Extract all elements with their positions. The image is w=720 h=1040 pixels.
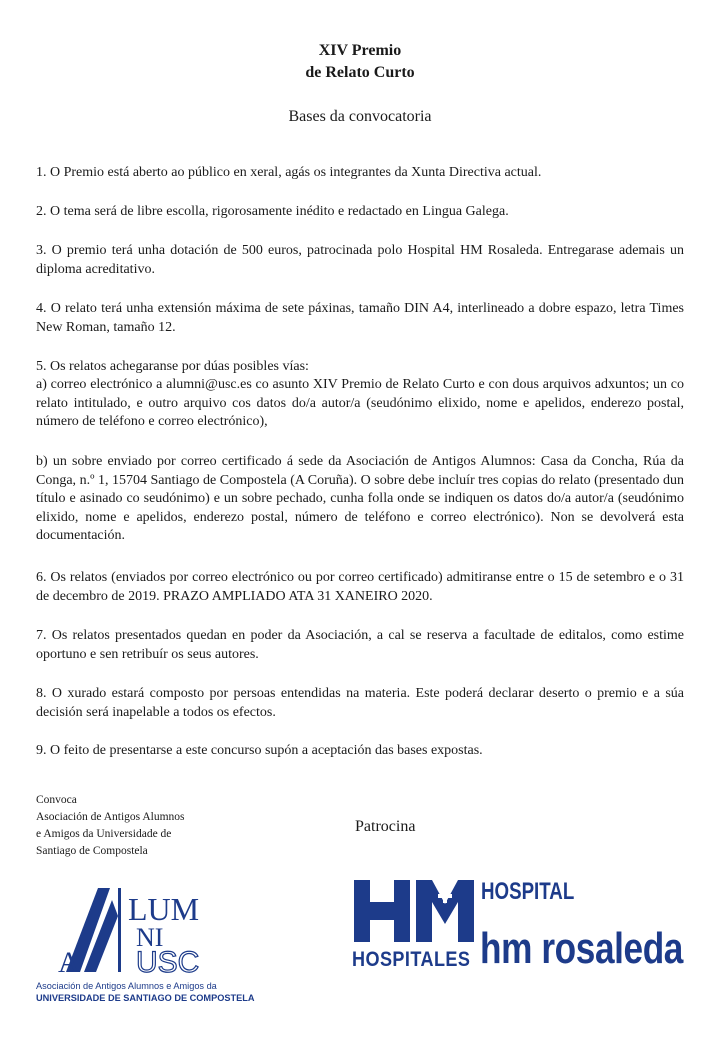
rule-9: 9. O feito de presentarse a este concurso supón a aceptación das bases expostas. <box>36 743 483 758</box>
document-title-line-2: de Relato Curto <box>305 64 415 81</box>
alumni-caption <box>36 980 255 1004</box>
alumni-caption-line-2: UNIVERSIDADE DE SANTIAGO DE COMPOSTELA <box>36 993 255 1003</box>
hm-rosaleda-word: hm rosaleda <box>480 924 683 973</box>
rule-7: 7. Os relatos presentados quedan en poder da Asociación, a cal se reserva a facultade de editalos, como estime oportuno e sen retribuír os seus autores. <box>36 628 684 662</box>
rule-4: 4. O relato terá unha extensión máxima de sete páxinas, tamaño DIN A4, interlineado a dobre espazo, letra Times New Roman, tamaño 12. <box>36 301 684 335</box>
convoca-label: Convoca <box>36 794 77 806</box>
rule-5: 5. Os relatos achegaranse por dúas posibles vías: <box>36 359 309 374</box>
convoca-line-2: e Amigos da Universidade de <box>36 828 172 840</box>
alumni-usc-logo <box>36 880 255 1010</box>
rule-5a: a) correo electrónico a alumni@usc.es co asunto XIV Premio de Relato Curto e con dous arquivos adxuntos; un co relato intitulado, e outro arquivo cos datos do/a autor/a (seudónimo elixido, nome e apelidos, enderezo postal, número de teléfono e correo electrónico), <box>36 377 684 429</box>
rule-1: 1. O Premio está aberto ao público en xeral, agás os integrantes da Xunta Directiva actual. <box>36 165 542 180</box>
convoca-line-1: Asociación de Antigos Alumnos <box>36 811 185 823</box>
svg-text:LUM: LUM <box>128 891 200 927</box>
convoca-block <box>36 792 185 860</box>
document-subtitle: Bases da convocatoria <box>288 108 432 125</box>
hm-hospitales-word: HOSPITALES <box>352 948 471 971</box>
rule-3: 3. O premio terá unha dotación de 500 euros, patrocinada polo Hospital HM Rosaleda. Entregarase ademais un diploma acreditativo. <box>36 243 684 277</box>
rule-8: 8. O xurado estará composto por persoas entendidas na materia. Este poderá declarar deserto o premio e a súa decisión será inapelable a todos os efectos. <box>36 686 684 720</box>
svg-text:NI: NI <box>136 923 164 952</box>
convoca-line-3: Santiago de Compostela <box>36 845 148 857</box>
alumni-caption-line-1: Asociación de Antigos Alumnos e Amigos da <box>36 981 217 991</box>
rule-5b: b) un sobre enviado por correo certificado á sede da Asociación de Antigos Alumnos: Casa da Concha, Rúa da Conga, n.º 1, 15704 Santiago de Compostela (A Coruña). O sobre debe incluír tres copias do relato (presentado dun título e asinado co seudónimo) e un sobre pechado, cunha folla onde se indiquen os datos do/a autor/a (seudónimo elixido, nome e apelidos, enderezo postal, número de teléfono e correo electrónico). Non se devolverá esta documentación. <box>36 454 684 543</box>
rule-2: 2. O tema será de libre escolla, rigorosamente inédito e redactado en Lingua Galega. <box>36 204 509 219</box>
svg-text:A: A <box>58 946 80 979</box>
hm-hospital-word: HOSPITAL <box>481 878 575 905</box>
alumni-usc-emblem <box>36 880 236 980</box>
rule-6: 6. Os relatos (enviados por correo electrónico ou por correo certificado) admitiranse entre o 15 de setembro e o 31 de decembro de 2019. PRAZO AMPLIADO ATA 31 XANEIRO 2020. <box>36 570 684 604</box>
hm-rosaleda-logo <box>350 878 695 978</box>
patrocina-label: Patrocina <box>355 818 416 835</box>
document-title-line-1: XIV Premio <box>318 42 402 59</box>
svg-text:USC: USC <box>136 946 200 979</box>
hm-emblem <box>354 880 474 942</box>
